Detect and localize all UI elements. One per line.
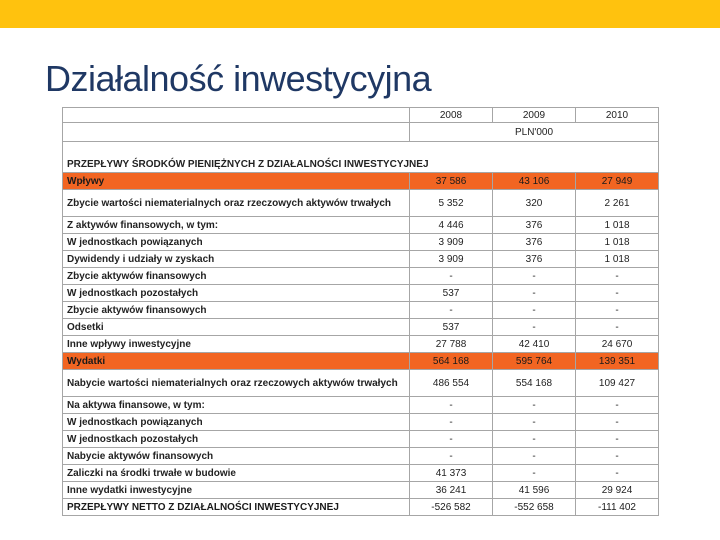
value-cell-2009: - [493,397,576,414]
value-cell-2010: 24 670 [576,336,659,353]
value-cell-2010: - [576,397,659,414]
value-cell-2009: 43 106 [493,173,576,190]
value-cell-2010: - [576,268,659,285]
year-2009-header: 2009 [493,108,576,123]
table-row [63,285,659,302]
corner-cell [63,108,410,123]
table-row [63,482,659,499]
table-row [63,465,659,482]
value-cell-2010: - [576,302,659,319]
row-label: Inne wydatki inwestycyjne [63,482,410,499]
table-row [63,251,659,268]
row-label: Inne wpływy inwestycyjne [63,336,410,353]
value-cell-2009: - [493,319,576,336]
value-cell-2008: 564 168 [410,353,493,370]
value-cell-2008: - [410,268,493,285]
slide-title: Działalność inwestycyjna [45,58,432,99]
value-cell-2008: -526 582 [410,499,493,516]
table-row [63,173,659,190]
value-cell-2008: 37 586 [410,173,493,190]
value-cell-2008: 537 [410,285,493,302]
value-cell-2010: - [576,285,659,302]
value-cell-2009: - [493,448,576,465]
row-label: Odsetki [63,319,410,336]
table-row [63,190,659,217]
value-cell-2008: 486 554 [410,370,493,397]
top-accent-bar [0,0,720,28]
table-row [63,319,659,336]
value-cell-2010: 139 351 [576,353,659,370]
table-row [63,336,659,353]
value-cell-2009: 595 764 [493,353,576,370]
value-cell-2009: - [493,285,576,302]
value-cell-2008: 36 241 [410,482,493,499]
value-cell-2010: 27 949 [576,173,659,190]
value-cell-2009: 320 [493,190,576,217]
value-cell-2009: 376 [493,251,576,268]
value-cell-2010: - [576,465,659,482]
value-cell-2010: -111 402 [576,499,659,516]
row-label: W jednostkach pozostałych [63,431,410,448]
section-header: PRZEPŁYWY ŚRODKÓW PIENIĘŻNYCH Z DZIAŁALNOŚCI INWESTYCYJNEJ [63,142,659,173]
value-cell-2008: 41 373 [410,465,493,482]
row-label: W jednostkach powiązanych [63,414,410,431]
value-cell-2009: 376 [493,217,576,234]
value-cell-2009: 42 410 [493,336,576,353]
row-label: Wpływy [63,173,410,190]
value-cell-2008: - [410,302,493,319]
value-cell-2008: - [410,431,493,448]
unit-row-label-cell [63,123,410,142]
row-label: Nabycie wartości niematerialnych oraz rzeczowych aktywów trwałych [63,370,410,397]
table-row [63,353,659,370]
row-label: W jednostkach pozostałych [63,285,410,302]
value-cell-2010: 1 018 [576,251,659,268]
table-row [63,431,659,448]
value-cell-2008: 3 909 [410,251,493,268]
value-cell-2010: 1 018 [576,234,659,251]
value-cell-2009: - [493,414,576,431]
value-cell-2008: - [410,448,493,465]
value-cell-2008: - [410,414,493,431]
unit-row [63,123,659,142]
value-cell-2009: 554 168 [493,370,576,397]
value-cell-2009: - [493,465,576,482]
table-row [63,499,659,516]
row-label: Z aktywów finansowych, w tym: [63,217,410,234]
value-cell-2009: 41 596 [493,482,576,499]
value-cell-2010: 29 924 [576,482,659,499]
table-row [63,370,659,397]
value-cell-2008: 5 352 [410,190,493,217]
value-cell-2009: 376 [493,234,576,251]
value-cell-2010: - [576,431,659,448]
value-cell-2010: - [576,319,659,336]
year-2010-header: 2010 [576,108,659,123]
row-label: Nabycie aktywów finansowych [63,448,410,465]
value-cell-2009: - [493,268,576,285]
row-label: W jednostkach powiązanych [63,234,410,251]
value-cell-2008: 3 909 [410,234,493,251]
row-label: Na aktywa finansowe, w tym: [63,397,410,414]
table-row [63,448,659,465]
row-label: Zbycie aktywów finansowych [63,268,410,285]
row-label: Zbycie aktywów finansowych [63,302,410,319]
value-cell-2010: - [576,448,659,465]
table-row [63,414,659,431]
row-label: Zbycie wartości niematerialnych oraz rzeczowych aktywów trwałych [63,190,410,217]
value-cell-2010: 1 018 [576,217,659,234]
table-row [63,397,659,414]
value-cell-2009: - [493,431,576,448]
value-cell-2008: 4 446 [410,217,493,234]
table-row [63,302,659,319]
value-cell-2009: - [493,302,576,319]
value-cell-2008: 27 788 [410,336,493,353]
section-header-row [63,142,659,173]
value-cell-2008: 537 [410,319,493,336]
value-cell-2008: - [410,397,493,414]
table-row [63,268,659,285]
row-label: PRZEPŁYWY NETTO Z DZIAŁALNOŚCI INWESTYCYJNEJ [63,499,410,516]
year-2008-header: 2008 [410,108,493,123]
row-label: Zaliczki na środki trwałe w budowie [63,465,410,482]
value-cell-2010: 2 261 [576,190,659,217]
cash-flow-table-container [62,107,658,516]
row-label: Wydatki [63,353,410,370]
investing-cash-flow-table [62,107,659,516]
table-row [63,217,659,234]
value-cell-2010: - [576,414,659,431]
table-row [63,234,659,251]
year-header-row [63,108,659,123]
value-cell-2010: 109 427 [576,370,659,397]
unit-label: PLN'000 [410,123,659,142]
row-label: Dywidendy i udziały w zyskach [63,251,410,268]
value-cell-2009: -552 658 [493,499,576,516]
